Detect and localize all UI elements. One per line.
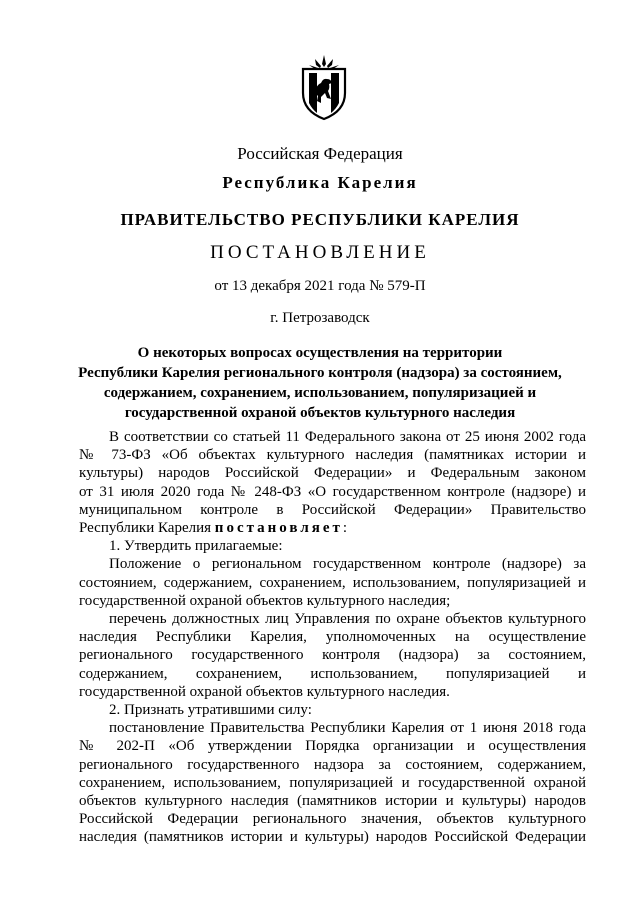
body-line [79, 519, 586, 537]
government-name: ПРАВИТЕЛЬСТВО РЕСПУБЛИКИ КАРЕЛИЯ [120, 210, 520, 229]
resolves-verb: постановляет [214, 520, 343, 537]
document-title [0, 343, 640, 423]
body-text: : [342, 520, 348, 537]
title-line: государственной охраной объектов культурного наследия [124, 405, 516, 421]
title-line: Республики Карелия регионального контроля (надзора) за состоянием, [78, 365, 562, 381]
document-date-number: от 13 декабря 2021 года № 579-П [214, 278, 426, 294]
body-line: наследия (памятников истории и культуры) народов Российской Федерации [79, 829, 586, 846]
country-name: Российская Федерация [237, 144, 403, 163]
body-line: В соответствии со статьей 11 Федерального закона от 25 июня 2002 года [109, 429, 586, 445]
body-line: муниципальном контроле в Российской Федерации» Правительство [79, 501, 586, 518]
document-city: г. Петрозаводск [270, 310, 370, 326]
body-line: культуры) народов Российской Федерации» и Федеральным законом [79, 465, 586, 482]
body-line: наследия Республики Карелия, уполномоченных на осуществление [79, 629, 586, 646]
republic-name: Республика Карелия [222, 173, 418, 192]
body-line: регионального государственного надзора за состоянием, содержанием, [79, 756, 586, 773]
body-line: состоянием, содержанием, сохранением, использованием, популяризацией и [79, 574, 586, 591]
body-line: объектов культурного наследия (памятников истории и культуры) народов [79, 793, 586, 810]
body-line: постановление Правительства Республики Карелия от 1 июня 2018 года [109, 720, 586, 737]
list-item-heading: 2. Признать утратившими силу: [109, 702, 312, 719]
body-line: регионального государственного контроля (надзора) за состоянием, [79, 647, 586, 664]
body-line: государственной охраной объектов культурного наследия; [79, 592, 451, 609]
list-item-heading: 1. Утвердить прилагаемые: [109, 538, 283, 555]
body-line: от 31 июля 2020 года № 248-ФЗ «О государственном контроле (надзоре) и [79, 483, 586, 500]
document-type: ПОСТАНОВЛЕНИЕ [210, 242, 430, 263]
title-line: содержанием, сохранением, использованием, популяризацией и [103, 385, 537, 401]
title-line: О некоторых вопросах осуществления на территории [137, 345, 503, 361]
document-body [79, 428, 586, 847]
body-line: перечень должностных лиц Управления по охране объектов культурного [109, 611, 586, 628]
body-line: Российской Федерации регионального значения, объектов культурного [79, 811, 586, 828]
body-line: Положение о региональном государственном контроле (надзоре) за [109, 556, 586, 573]
body-text: Республики Карелия [79, 520, 212, 537]
body-line: сохранением, использованием, популяризацией и государственной охраной [79, 774, 586, 791]
body-line: содержанием, сохранением, использованием, популяризацией и [79, 665, 586, 682]
body-line: № 73-ФЗ «Об объектах культурного наследия (памятниках истории и [79, 447, 586, 464]
body-line: № 202-П «Об утверждении Порядка организации и осуществления [79, 738, 586, 755]
body-line: государственной охраной объектов культурного наследия. [79, 683, 450, 700]
coat-of-arms-icon [297, 55, 351, 121]
